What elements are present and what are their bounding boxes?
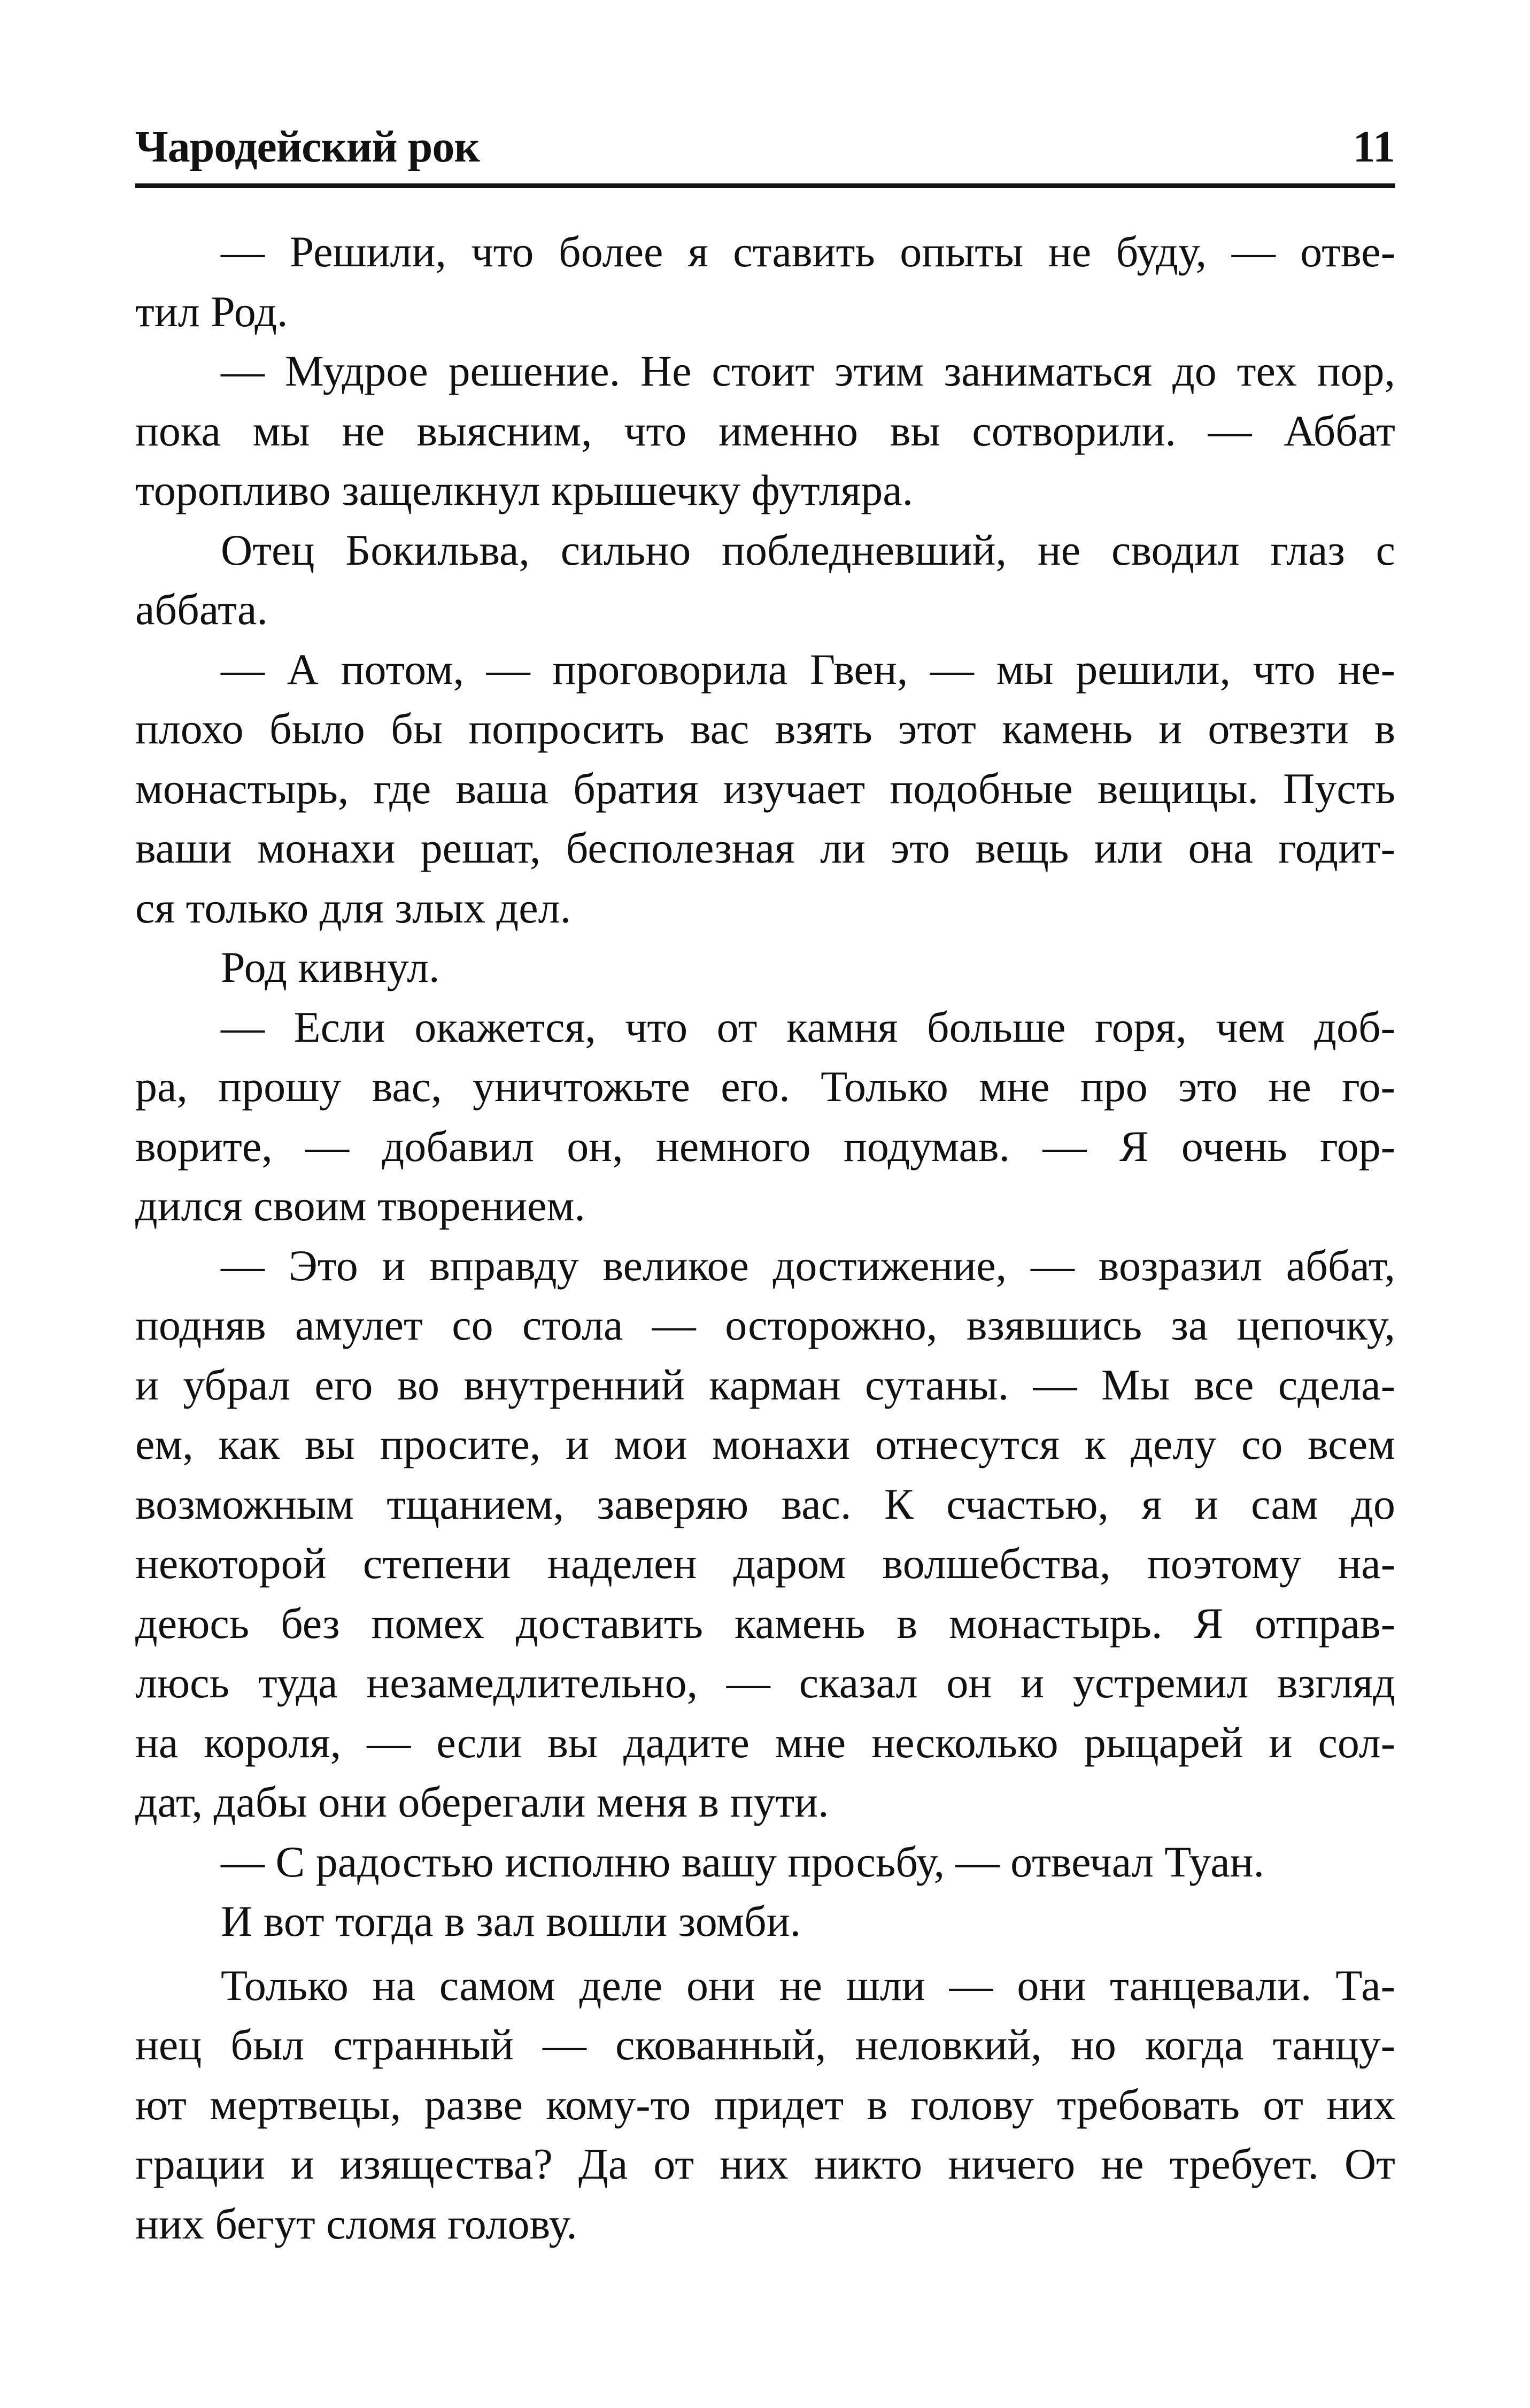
text-line: люсь туда незамедлительно, — сказал он и устремил взгляд <box>135 1658 1395 1707</box>
page-header <box>135 110 1395 179</box>
text-line: тил Род. <box>135 287 288 336</box>
text-line: дился своим творением. <box>135 1181 585 1230</box>
text-line: ворите, — добавил он, немного подумав. — Я очень гор- <box>135 1121 1395 1171</box>
text-line: — Это и вправду великое достижение, — возразил аббат, <box>221 1241 1395 1290</box>
body-text <box>135 222 1395 2253</box>
text-line: плохо было бы попросить вас взять этот камень и отвезти в <box>135 704 1395 753</box>
text-line: — А потом, — проговорила Гвен, — мы решили, что не- <box>221 644 1395 694</box>
text-line: и убрал его во внутренний карман сутаны. — Мы все сдела- <box>135 1360 1395 1409</box>
text-line: — Решили, что более я ставить опыты не буду, — отве- <box>221 227 1395 276</box>
running-title: Чародейский рок <box>135 122 480 172</box>
text-line: пока мы не выясним, что именно вы сотворили. — Аббат <box>135 406 1395 455</box>
text-line: подняв амулет со стола — осторожно, взявшись за цепочку, <box>135 1301 1395 1349</box>
text-line: торопливо защелкнул крышечку футляра. <box>135 466 914 514</box>
text-line: деюсь без помех доставить камень в монастырь. Я отправ- <box>135 1598 1395 1648</box>
text-line: Только на самом деле они не шли — они танцевали. Та- <box>221 1960 1395 2010</box>
page-number: 11 <box>1353 122 1395 172</box>
text-line: дат, дабы они оберегали меня в пути. <box>135 1778 829 1826</box>
text-line: грации и изящества? Да от них никто ничего не требует. От <box>135 2140 1395 2188</box>
text-line: — Если окажется, что от камня больше горя, чем доб- <box>221 1002 1395 1051</box>
text-line: монастырь, где ваша братия изучает подобные вещицы. Пусть <box>135 764 1395 813</box>
text-line: на короля, — если вы дадите мне несколько рыцарей и сол- <box>135 1718 1395 1767</box>
header-rule <box>135 183 1395 188</box>
text-line: ся только для злых дел. <box>135 883 571 932</box>
book-page <box>135 110 1395 2248</box>
text-line: И вот тогда в зал вошли зомби. <box>221 1897 801 1945</box>
text-line: ют мертвецы, разве кому-то придет в голову требовать от них <box>135 2080 1395 2129</box>
text-line: Род кивнул. <box>221 943 440 991</box>
text-line: аббата. <box>135 585 268 634</box>
text-line: ваши монахи решат, бесполезная ли это вещь или она годит- <box>135 824 1395 872</box>
text-line: — С радостью исполню вашу просьбу, — отвечал Туан. <box>221 1837 1264 1886</box>
text-line: некоторой степени наделен даром волшебства, поэтому на- <box>135 1539 1395 1588</box>
text-line: Отец Бокильва, сильно побледневший, не сводил глаз с <box>221 525 1395 574</box>
text-line: ра, прошу вас, уничтожьте его. Только мне про это не го- <box>135 1062 1395 1111</box>
text-line: возможным тщанием, заверяю вас. К счастью, я и сам до <box>135 1479 1395 1528</box>
text-line: них бегут сломя голову. <box>135 2199 577 2248</box>
text-line: нец был странный — скованный, неловкий, но когда танцу- <box>135 2020 1395 2069</box>
text-line: ем, как вы просите, и мои монахи отнесутся к делу со всем <box>135 1420 1395 1468</box>
text-line: — Мудрое решение. Не стоит этим заниматься до тех пор, <box>221 347 1395 395</box>
